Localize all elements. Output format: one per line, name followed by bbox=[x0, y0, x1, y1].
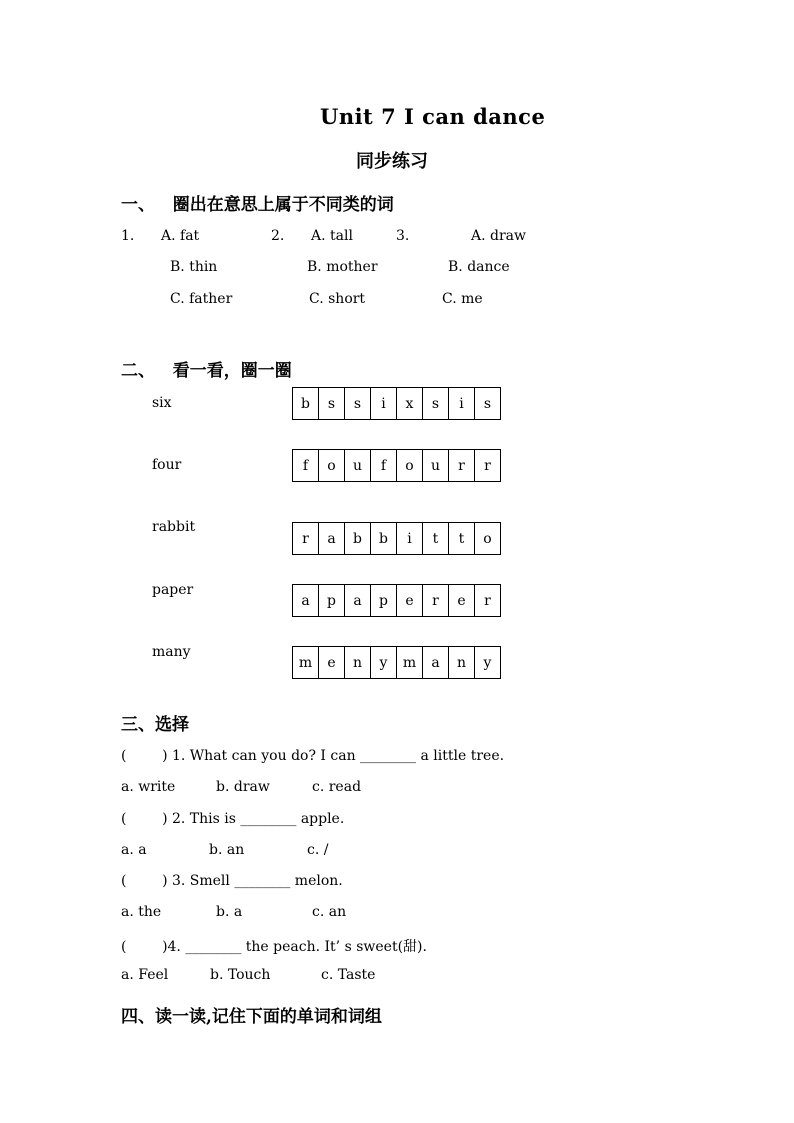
letter-cell[interactable]: e bbox=[449, 584, 475, 617]
letter-cell[interactable]: o bbox=[475, 522, 501, 555]
letter-cell[interactable]: i bbox=[449, 387, 475, 420]
letter-cell[interactable]: f bbox=[371, 449, 397, 482]
letter-cell[interactable]: x bbox=[397, 387, 423, 420]
letter-cell[interactable]: y bbox=[371, 646, 397, 679]
letter-cell[interactable]: m bbox=[293, 646, 319, 679]
q2-option-a: A. tall bbox=[311, 228, 353, 244]
mc-q3-option-c: c. an bbox=[312, 904, 347, 920]
letter-cell[interactable]: u bbox=[345, 449, 371, 482]
letter-grid-many bbox=[292, 646, 501, 679]
letter-grid-paper bbox=[292, 584, 501, 617]
letter-cell[interactable]: p bbox=[371, 584, 397, 617]
letter-cell[interactable]: s bbox=[423, 387, 449, 420]
mc-q1-option-c: c. read bbox=[312, 779, 362, 795]
letter-cell[interactable]: s bbox=[319, 387, 345, 420]
mc-q4-option-b: b. Touch bbox=[210, 967, 271, 983]
letter-cell[interactable]: r bbox=[423, 584, 449, 617]
q1-number: 1. bbox=[121, 228, 135, 244]
letter-cell[interactable]: a bbox=[319, 522, 345, 555]
letter-cell[interactable]: y bbox=[475, 646, 501, 679]
q3-number: 3. bbox=[396, 228, 410, 244]
q1-option-c: C. father bbox=[170, 291, 233, 307]
letter-cell[interactable]: o bbox=[319, 449, 345, 482]
mc-question-2: ( ) 2. This is ________ apple. bbox=[121, 811, 345, 827]
letter-cell[interactable]: t bbox=[449, 522, 475, 555]
letter-cell[interactable]: b bbox=[371, 522, 397, 555]
letter-cell[interactable]: n bbox=[449, 646, 475, 679]
mc-q3-option-b: b. a bbox=[216, 904, 243, 920]
letter-cell[interactable]: b bbox=[293, 387, 319, 420]
letter-cell[interactable]: u bbox=[423, 449, 449, 482]
q2-option-c: C. short bbox=[309, 291, 366, 307]
mc-q1-option-a: a. write bbox=[121, 779, 176, 795]
letter-cell[interactable]: r bbox=[449, 449, 475, 482]
mc-q2-option-a: a. a bbox=[121, 842, 147, 858]
mc-q4-option-c: c. Taste bbox=[321, 967, 376, 983]
letter-cell[interactable]: o bbox=[397, 449, 423, 482]
word-four: four bbox=[152, 457, 182, 473]
word-paper: paper bbox=[152, 582, 194, 598]
section3-heading: 三、选择 bbox=[121, 715, 189, 735]
letter-cell[interactable]: r bbox=[475, 584, 501, 617]
q1-option-a: A. fat bbox=[161, 228, 200, 244]
mc-q2-option-c: c. / bbox=[307, 842, 329, 858]
mc-q2-option-b: b. an bbox=[209, 842, 245, 858]
q3-option-c: C. me bbox=[442, 291, 483, 307]
section1-heading: 一、 圈出在意思上属于不同类的词 bbox=[121, 195, 394, 215]
letter-cell[interactable]: r bbox=[293, 522, 319, 555]
letter-grid-six bbox=[292, 387, 501, 420]
letter-grid-rabbit bbox=[292, 522, 501, 555]
letter-cell[interactable]: n bbox=[345, 646, 371, 679]
letter-cell[interactable]: a bbox=[423, 646, 449, 679]
letter-cell[interactable]: i bbox=[371, 387, 397, 420]
letter-grid-four bbox=[292, 449, 501, 482]
letter-cell[interactable]: e bbox=[397, 584, 423, 617]
mc-q3-option-a: a. the bbox=[121, 904, 162, 920]
letter-cell[interactable]: a bbox=[293, 584, 319, 617]
word-rabbit: rabbit bbox=[152, 519, 196, 535]
section2-heading: 二、 看一看，圈一圈 bbox=[121, 361, 292, 381]
letter-cell[interactable]: i bbox=[397, 522, 423, 555]
page-title: Unit 7 I can dance bbox=[320, 104, 546, 129]
page-subtitle: 同步练习 bbox=[356, 151, 428, 172]
letter-cell[interactable]: s bbox=[475, 387, 501, 420]
letter-cell[interactable]: e bbox=[319, 646, 345, 679]
mc-q4-option-a: a. Feel bbox=[121, 967, 169, 983]
letter-cell[interactable]: s bbox=[345, 387, 371, 420]
letter-cell[interactable]: m bbox=[397, 646, 423, 679]
q2-number: 2. bbox=[271, 228, 285, 244]
q3-option-b: B. dance bbox=[448, 259, 510, 275]
word-six: six bbox=[152, 395, 172, 411]
letter-cell[interactable]: p bbox=[319, 584, 345, 617]
mc-q1-option-b: b. draw bbox=[216, 779, 270, 795]
q3-option-a: A. draw bbox=[471, 228, 526, 244]
mc-question-3: ( ) 3. Smell ________ melon. bbox=[121, 873, 343, 889]
letter-cell[interactable]: t bbox=[423, 522, 449, 555]
section4-heading: 四、读一读,记住下面的单词和词组 bbox=[121, 1007, 382, 1027]
letter-cell[interactable]: b bbox=[345, 522, 371, 555]
mc-question-4: ( )4. ________ the peach. It’ s sweet(甜). bbox=[121, 939, 427, 955]
letter-cell[interactable]: r bbox=[475, 449, 501, 482]
q1-option-b: B. thin bbox=[170, 259, 218, 275]
letter-cell[interactable]: a bbox=[345, 584, 371, 617]
q2-option-b: B. mother bbox=[307, 259, 378, 275]
mc-question-1: ( ) 1. What can you do? I can ________ a little tree. bbox=[121, 748, 505, 764]
word-many: many bbox=[152, 644, 191, 660]
letter-cell[interactable]: f bbox=[293, 449, 319, 482]
